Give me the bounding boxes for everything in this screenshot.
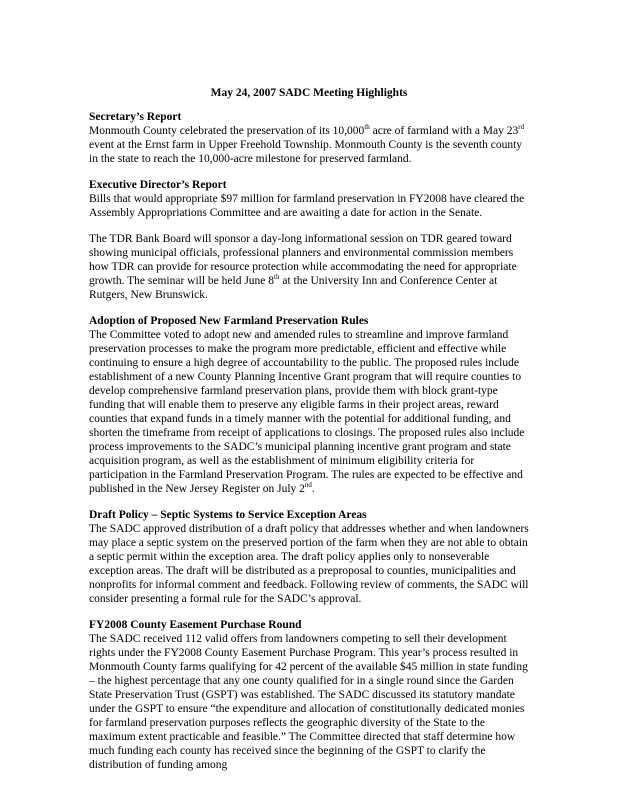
section-farmland-rules: [89, 314, 529, 496]
page-title: May 24, 2007 SADC Meeting Highlights: [210, 87, 408, 99]
section-heading: Secretary’s Report: [89, 111, 182, 123]
section-heading: Adoption of Proposed New Farmland Preservation Rules: [89, 315, 369, 327]
section-heading: FY2008 County Easement Purchase Round: [89, 619, 302, 631]
section-secretarys-report: [89, 110, 529, 166]
paragraph: The SADC received 112 valid offers from landowners competing to sell their development rights under the FY2008 County Easement Purchase Program. This year’s process resulted in Monmouth County farms qualifying for 42 percent of the available $45 million in state funding – the highest percentage that any one county qualified for in a single round since the Garden State Preservation Trust (GSPT) was established. The SADC discussed its statutory mandate under the GSPT to ensure “the expenditure and allocation of constitutionally dedicated monies for farmland preservation purposes reflects the geographic diversity of the State to the maximum extent practicable and feasible.” The Committee directed that staff determine how much funding each county has received since the beginning of the GSPT to clarify the distribution of funding among: [89, 633, 528, 771]
section-fy2008-easement-round: [89, 618, 529, 772]
section-heading: Draft Policy – Septic Systems to Service Exception Areas: [89, 509, 367, 521]
paragraph: Monmouth County celebrated the preservation of its 10,000th acre of farmland with a May 23rd event at the Ernst farm in Upper Freehold Township. Monmouth County is the seventh county in the state to reach the 10,000-acre milestone for preserved farmland.: [89, 123, 525, 165]
paragraph: The SADC approved distribution of a draft policy that addresses whether and when landowners may place a septic system on the preserved portion of the farm when they are not able to obtain a septic permit within the exception area. The draft policy applies only to nonseverable exception areas. The draft will be distributed as a preproposal to counties, municipalities and nonprofits for informal comment and feedback. Following review of comments, the SADC will consider presenting a formal rule for the SADC’s approval.: [89, 523, 529, 605]
paragraph: The Committee voted to adopt new and amended rules to streamline and improve farmland preservation processes to make the program more predictable, efficient and effective while continuing to ensure a high degree of accountability to the public. The proposed rules include establishment of a new County Planning Incentive Grant program that will require counties to develop comprehensive farmland preservation plans, provide them with block grant-type funding that will enable them to preserve any eligible farms in their project areas, reward counties that expand funds in a timely manner with the potential for additional funding, and shorten the timeframe from receipt of applications to closings. The proposed rules also include process improvements to the SADC’s municipal planning incentive grant program and state acquisition program, as well as the establishment of minimum eligibility criteria for participation in the Farmland Preservation Program. The rules are expected to be effective and published in the New Jersey Register on July 2nd.: [89, 329, 525, 495]
section-heading: Executive Director’s Report: [89, 179, 227, 191]
section-draft-policy-septic: [89, 508, 529, 606]
section-executive-directors-report: [89, 178, 529, 302]
paragraph: The TDR Bank Board will sponsor a day-long informational session on TDR geared toward showing municipal officials, professional planners and environmental commission members how TDR can provide for resource protection while accommodating the need for appropriate growth. The seminar will be held June 8th at the University Inn and Conference Center at Rutgers, New Brunswick.: [89, 233, 517, 301]
paragraph: Bills that would appropriate $97 million for farmland preservation in FY2008 have cleared the Assembly Appropriations Committee and are awaiting a date for action in the Senate.: [89, 193, 525, 219]
